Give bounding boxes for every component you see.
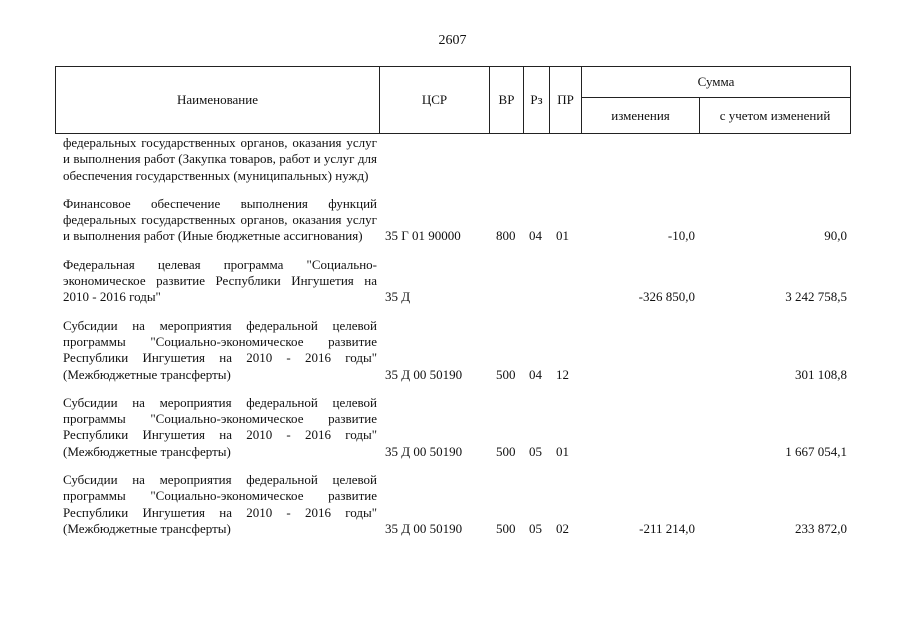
table-row bbox=[55, 135, 851, 184]
header-change: изменения bbox=[582, 98, 700, 133]
row-name: Субсидии на мероприятия федеральной целевой программы "Социально-экономическое развитие Республики Ингушетия на 2010 - 2016 годы" (Межбюджетные трансферты) bbox=[63, 317, 377, 382]
table-row bbox=[55, 395, 851, 460]
row-vr: 500 bbox=[496, 520, 516, 536]
row-name: Финансовое обеспечение выполнения функций федеральных государственных органов, оказания услуг и выполнения работ (Иные бюджетные ассигнования) bbox=[63, 195, 377, 244]
row-change: -326 850,0 bbox=[638, 289, 695, 305]
header-vr: ВР bbox=[490, 67, 524, 133]
row-csr: 35 Д bbox=[385, 289, 411, 305]
header-csr: ЦСР bbox=[380, 67, 490, 133]
row-change: -10,0 bbox=[667, 228, 695, 244]
row-total: 3 242 758,5 bbox=[785, 289, 847, 305]
header-pr: ПР bbox=[550, 67, 582, 133]
header-name: Наименование bbox=[56, 67, 380, 133]
table-header bbox=[55, 66, 851, 134]
table-body bbox=[55, 135, 851, 537]
row-vr: 800 bbox=[496, 228, 516, 244]
row-csr: 35 Г 01 90000 bbox=[385, 228, 461, 244]
row-total: 1 667 054,1 bbox=[785, 443, 847, 459]
row-pr: 01 bbox=[556, 443, 569, 459]
table-row bbox=[55, 318, 851, 383]
header-sum: Сумма bbox=[582, 67, 850, 98]
row-total: 301 108,8 bbox=[795, 366, 847, 382]
row-vr: 500 bbox=[496, 366, 516, 382]
budget-table-header bbox=[55, 66, 851, 134]
row-name: Федеральная целевая программа "Социально-экономическое развитие Республики Ингушетия на 2010 - 2016 годы" bbox=[63, 256, 377, 305]
row-rz: 04 bbox=[529, 228, 542, 244]
row-name: Субсидии на мероприятия федеральной целевой программы "Социально-экономическое развитие Республики Ингушетия на 2010 - 2016 годы" (Межбюджетные трансферты) bbox=[63, 394, 377, 459]
row-total: 90,0 bbox=[824, 228, 847, 244]
page-number: 2607 bbox=[438, 33, 467, 48]
row-name: Субсидии на мероприятия федеральной целевой программы "Социально-экономическое развитие Республики Ингушетия на 2010 - 2016 годы" (Межбюджетные трансферты) bbox=[63, 472, 377, 536]
row-rz: 04 bbox=[529, 366, 542, 382]
row-csr: 35 Д 00 50190 bbox=[385, 520, 463, 536]
table-row bbox=[55, 257, 851, 306]
row-csr: 35 Д 00 50190 bbox=[385, 366, 463, 382]
row-rz: 05 bbox=[529, 443, 542, 459]
row-rz: 05 bbox=[529, 520, 542, 536]
row-pr: 01 bbox=[556, 228, 569, 244]
table-row bbox=[55, 472, 851, 537]
header-rz: Рз bbox=[524, 67, 550, 133]
header-total: с учетом изменений bbox=[719, 108, 831, 123]
row-pr: 12 bbox=[556, 366, 569, 382]
row-total: 233 872,0 bbox=[795, 520, 847, 536]
row-change: -211 214,0 bbox=[639, 520, 695, 536]
row-name: федеральных государственных органов, оказания услуг и выполнения работ (Закупка товаров, работ и услуг для обеспечения государственных (муниципальных) нужд) bbox=[63, 135, 377, 183]
row-csr: 35 Д 00 50190 bbox=[385, 443, 463, 459]
row-vr: 500 bbox=[496, 443, 516, 459]
row-pr: 02 bbox=[556, 520, 569, 536]
table-row bbox=[55, 196, 851, 245]
